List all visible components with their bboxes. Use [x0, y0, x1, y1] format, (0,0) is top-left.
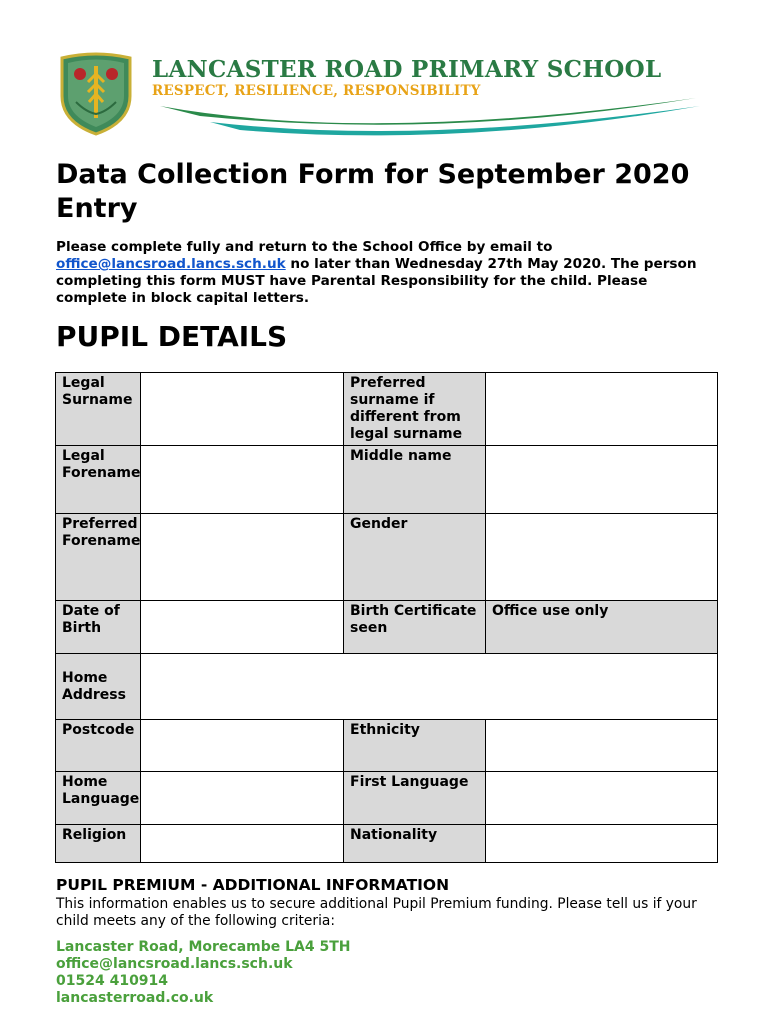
school-contact-footer: [56, 939, 351, 1007]
home-address-field[interactable]: [141, 654, 718, 720]
footer-address: Lancaster Road, Morecambe LA4 5TH: [56, 939, 351, 955]
preferred-forename-label: Preferred Forename: [56, 514, 141, 601]
date-of-birth-label: Date of Birth: [56, 601, 141, 654]
table-row: [56, 772, 718, 825]
table-row: [56, 373, 718, 446]
home-address-label: Home Address: [56, 654, 141, 720]
pupil-premium-heading: PUPIL PREMIUM - ADDITIONAL INFORMATION: [56, 876, 450, 894]
school-motto: RESPECT, RESILIENCE, RESPONSIBILITY: [152, 83, 481, 99]
preferred-forename-field[interactable]: [141, 514, 344, 601]
footer-email[interactable]: office@lancsroad.lancs.sch.uk: [56, 956, 293, 972]
instructions-details: no later than Wednesday 27th May 2020. The person completing this form MUST have Parental Responsibility for the child. Please complete in block capital letters.: [56, 256, 697, 306]
date-of-birth-field[interactable]: [141, 601, 344, 654]
pupil-details-table: [55, 372, 718, 863]
letterhead: [0, 0, 770, 160]
form-title: Data Collection Form for September 2020 Entry: [56, 159, 690, 224]
gender-label: Gender: [344, 514, 486, 601]
religion-label: Religion: [56, 825, 141, 863]
legal-forename-field[interactable]: [141, 446, 344, 514]
table-row: [56, 720, 718, 772]
table-row: [56, 654, 718, 720]
footer-phone: 01524 410914: [56, 973, 169, 989]
table-row: [56, 514, 718, 601]
gender-field[interactable]: [486, 514, 718, 601]
swoosh-decoration: [140, 92, 700, 142]
nationality-label: Nationality: [344, 825, 486, 863]
preferred-surname-field[interactable]: [486, 373, 718, 446]
preferred-surname-label: Preferred surname if different from legal surname: [344, 373, 486, 446]
ethnicity-field[interactable]: [486, 720, 718, 772]
religion-field[interactable]: [141, 825, 344, 863]
school-name: LANCASTER ROAD PRIMARY SCHOOL: [152, 56, 662, 83]
nationality-field[interactable]: [486, 825, 718, 863]
table-row: [56, 825, 718, 863]
pupil-premium-text: This information enables us to secure additional Pupil Premium funding. Please tell us if your child meets any of the following criteria:: [56, 896, 697, 929]
table-row: [56, 446, 718, 514]
home-language-field[interactable]: [141, 772, 344, 825]
first-language-label: First Language: [344, 772, 486, 825]
home-language-label: Home Language: [56, 772, 141, 825]
form-instructions: [56, 239, 716, 307]
ethnicity-label: Ethnicity: [344, 720, 486, 772]
instructions-intro: Please complete fully and return to the School Office by email to: [56, 239, 553, 255]
first-language-field[interactable]: [486, 772, 718, 825]
pupil-details-heading: PUPIL DETAILS: [56, 320, 288, 353]
legal-surname-field[interactable]: [141, 373, 344, 446]
table-row: [56, 601, 718, 654]
middle-name-field[interactable]: [486, 446, 718, 514]
footer-website[interactable]: lancasterroad.co.uk: [56, 990, 214, 1006]
postcode-label: Postcode: [56, 720, 141, 772]
middle-name-label: Middle name: [344, 446, 486, 514]
office-email-link[interactable]: office@lancsroad.lancs.sch.uk: [56, 256, 286, 272]
legal-surname-label: Legal Surname: [56, 373, 141, 446]
office-use-only-cell: Office use only: [486, 601, 718, 654]
legal-forename-label: Legal Forename: [56, 446, 141, 514]
birth-certificate-label: Birth Certificate seen: [344, 601, 486, 654]
school-crest-icon: [58, 52, 134, 136]
postcode-field[interactable]: [141, 720, 344, 772]
